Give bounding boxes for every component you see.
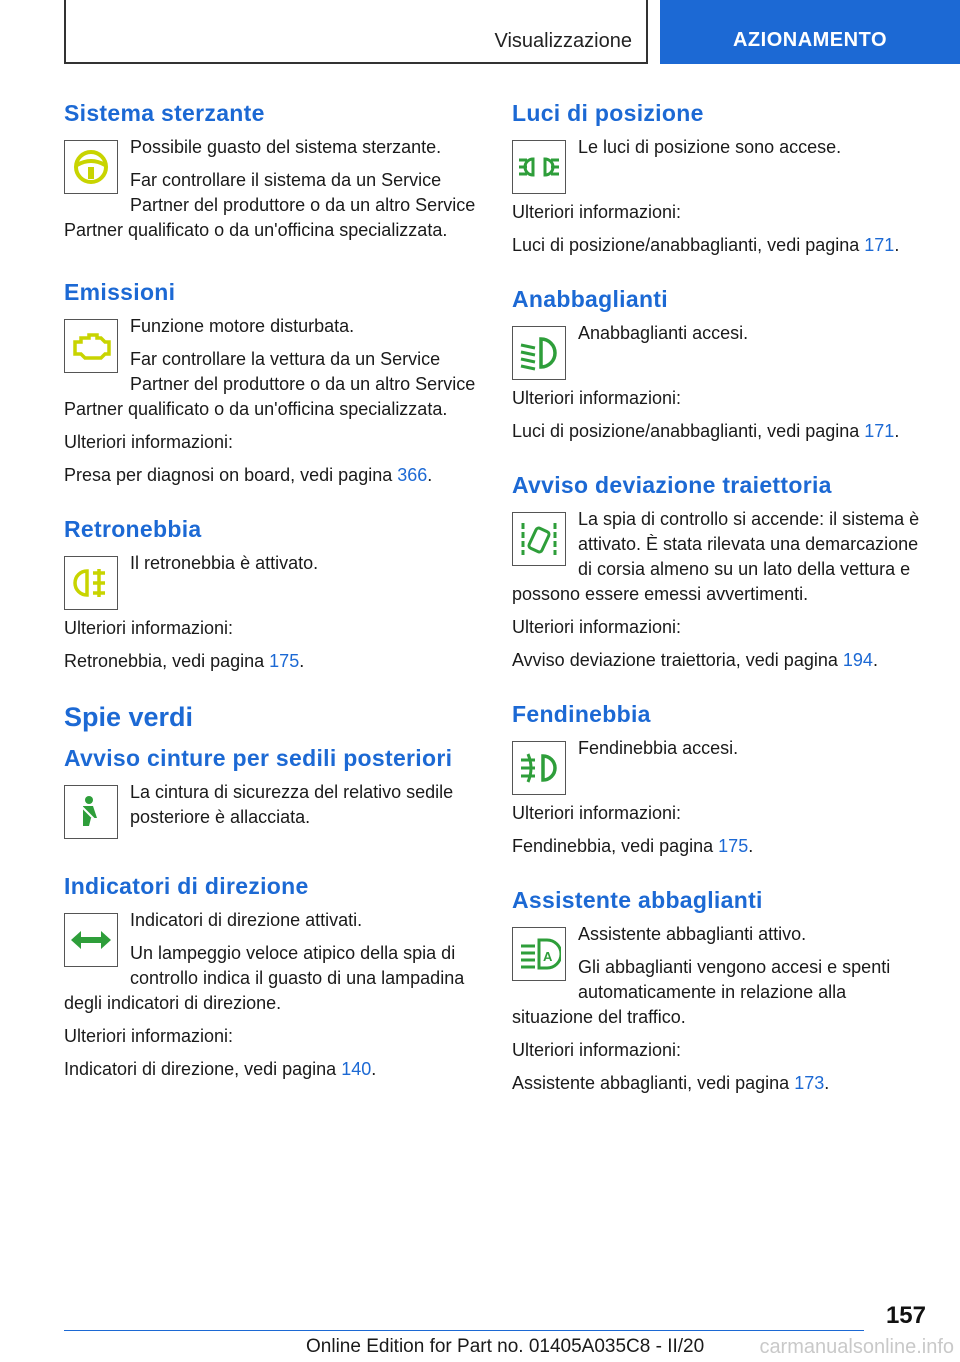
- header-chapter-tab: [660, 0, 960, 64]
- lowbeam-text-1: Anabbaglianti accesi.: [578, 323, 749, 343]
- steering-text-1: Possibile guasto del sistema sterzante.: [130, 137, 442, 157]
- header-section: Visualizzazione: [494, 30, 632, 52]
- green-lights-heading: Spie verdi: [64, 702, 194, 732]
- rearfog-more: Ulteriori informazioni:: [64, 618, 234, 638]
- parking-text-1: Le luci di posizione sono accese.: [578, 137, 842, 157]
- section-turn: Indicatori di direzione Indicatori di direzione attivati. Un lampeggio veloce atipico della spia di controllo indica il guasto di una lampadina degli indicatori di direzione. Ulteriori informazioni: Indicatori di direzione, vedi pagina 140.: [64, 873, 476, 1082]
- highbeam-title: Assistente abbaglianti: [512, 887, 763, 913]
- lane-title: Avviso deviazione traiettoria: [512, 472, 832, 498]
- turn-more: Ulteriori informazioni:: [64, 1026, 234, 1046]
- rearfog-ref: Retronebbia, vedi pagina: [64, 651, 265, 671]
- emissions-title: Emissioni: [64, 279, 176, 305]
- rear-fog-icon: [64, 556, 118, 610]
- front-fog-icon: [512, 741, 566, 795]
- lowbeam-title: Anabbaglianti: [512, 286, 668, 312]
- seatbelt-title: Avviso cinture per sedili posteriori: [64, 745, 453, 771]
- lane-text-1: La spia di controllo si accende: il sistema è attivato. È stata rilevata una demarcazione di corsia almeno su un lato della vettura e possono essere emessi avvertimenti.: [512, 509, 920, 604]
- section-steering: [64, 100, 476, 251]
- lowbeam-ref: Luci di posizione/anabbaglianti, vedi pagina: [512, 421, 860, 441]
- frontfog-title: Fendinebbia: [512, 701, 651, 727]
- lane-departure-icon: [512, 512, 566, 566]
- section-parking: Luci di posizione Le luci di posizione sono accese. Ulteriori informazioni: Luci di posizione/anabbaglianti, vedi pagina 171.: [512, 100, 924, 258]
- section-seatbelt: [64, 745, 476, 845]
- section-highbeam: Assistente abbaglianti A Assistente abbaglianti attivo. Gli abbaglianti vengono accesi e spenti automaticamente in relazione alla situazione del traffico. Ulteriori informazioni: Assistente abbaglianti, vedi pagina 173.: [512, 887, 924, 1096]
- highbeam-text-2: Gli abbaglianti vengono accesi e spenti automaticamente in relazione alla situazione del traffico.: [512, 957, 891, 1027]
- lane-ref: Avviso deviazione traiettoria, vedi pagina: [512, 650, 838, 670]
- section-frontfog: Fendinebbia Fendinebbia accesi. Ulteriori informazioni: Fendinebbia, vedi pagina 175.: [512, 701, 924, 859]
- turn-signal-icon: [64, 913, 118, 967]
- rearfog-title: Retronebbia: [64, 516, 202, 542]
- highbeam-more: Ulteriori informazioni:: [512, 1040, 682, 1060]
- frontfog-ref: Fendinebbia, vedi pagina: [512, 836, 714, 856]
- seatbelt-icon: [64, 785, 118, 839]
- parking-page-link[interactable]: 171: [864, 235, 895, 255]
- parking-title: Luci di posizione: [512, 100, 704, 126]
- lowbeam-page-link[interactable]: 171: [864, 421, 895, 441]
- turn-text-1: Indicatori di direzione attivati.: [130, 910, 363, 930]
- steering-title: Sistema sterzante: [64, 100, 265, 126]
- seatbelt-text-1: La cintura di sicurezza del relativo sedile posteriore è allacciata.: [130, 782, 454, 827]
- rearfog-text-1: Il retronebbia è attivato.: [130, 553, 319, 573]
- parking-ref: Luci di posizione/anabbaglianti, vedi pagina: [512, 235, 860, 255]
- section-lane: Avviso deviazione traiettoria La spia di controllo si accende: il sistema è attivato. È stata rilevata una demarcazione di corsia almeno su un lato della vettura e possono essere emessi avvertimenti. Ulteriori informazioni: Avviso deviazione traiettoria, vedi pagina 194.: [512, 472, 924, 673]
- high-beam-assistant-icon: [512, 927, 566, 981]
- frontfog-more: Ulteriori informazioni:: [512, 803, 682, 823]
- lowbeam-more: Ulteriori informazioni:: [512, 388, 682, 408]
- steering-text-2: Far controllare il sistema da un Service Partner del produttore o da un altro Service Partner qualificato o da un'officina specializzata.: [64, 170, 476, 240]
- turn-title: Indicatori di direzione: [64, 873, 309, 899]
- engine-icon: [64, 319, 118, 373]
- watermark: carmanualsonline.info: [759, 1336, 954, 1358]
- left-column: [64, 100, 476, 1110]
- edition-note: Online Edition for Part no. 01405A035C8 - II/20: [306, 1336, 705, 1357]
- right-column: [512, 100, 924, 1124]
- header-box: [64, 0, 648, 64]
- low-beam-icon: [512, 326, 566, 380]
- highbeam-text-1: Assistente abbaglianti attivo.: [578, 924, 807, 944]
- emissions-ref: Presa per diagnosi on board, vedi pagina: [64, 465, 393, 485]
- turn-ref: Indicatori di direzione, vedi pagina: [64, 1059, 337, 1079]
- emissions-more: Ulteriori informazioni:: [64, 432, 234, 452]
- emissions-text-2: Far controllare la vettura da un Service Partner del produttore o da un altro Service Partner qualificato o da un'officina specializzata.: [64, 349, 476, 419]
- turn-page-link[interactable]: 140: [341, 1059, 372, 1079]
- rearfog-page-link[interactable]: 175: [269, 651, 300, 671]
- frontfog-text-1: Fendinebbia accesi.: [578, 738, 739, 758]
- footer-divider: [64, 1330, 864, 1331]
- section-lowbeam: Anabbaglianti Anabbaglianti accesi. Ulteriori informazioni: Luci di posizione/anabbaglianti, vedi pagina 171.: [512, 286, 924, 444]
- parking-more: Ulteriori informazioni:: [512, 202, 682, 222]
- section-rearfog: Retronebbia Il retronebbia è attivato. Ulteriori informazioni: Retronebbia, vedi pagina 175.: [64, 516, 476, 674]
- frontfog-page-link[interactable]: 175: [718, 836, 749, 856]
- emissions-page-link[interactable]: 366: [397, 465, 428, 485]
- highbeam-ref: Assistente abbaglianti, vedi pagina: [512, 1073, 790, 1093]
- lane-page-link[interactable]: 194: [842, 650, 873, 670]
- page-number: 157: [885, 1302, 926, 1329]
- svg-text:A: A: [543, 949, 553, 964]
- steering-warning-icon: [64, 140, 118, 194]
- turn-text-2: Un lampeggio veloce atipico della spia di controllo indica il guasto di una lampadina degli indicatori di direzione.: [64, 943, 465, 1013]
- header-chapter-label: AZIONAMENTO: [732, 29, 887, 51]
- emissions-text-1: Funzione motore disturbata.: [130, 316, 355, 336]
- parking-lights-icon: [512, 140, 566, 194]
- lane-more: Ulteriori informazioni:: [512, 617, 682, 637]
- highbeam-page-link[interactable]: 173: [794, 1073, 825, 1093]
- section-emissions: Emissioni Funzione motore disturbata. Far controllare la vettura da un Service Partner del produttore o da un altro Service Partner qualificato o da un'officina specializzata. Ulteriori informazioni: Presa per diagnosi on board, vedi pagina 366.: [64, 279, 476, 485]
